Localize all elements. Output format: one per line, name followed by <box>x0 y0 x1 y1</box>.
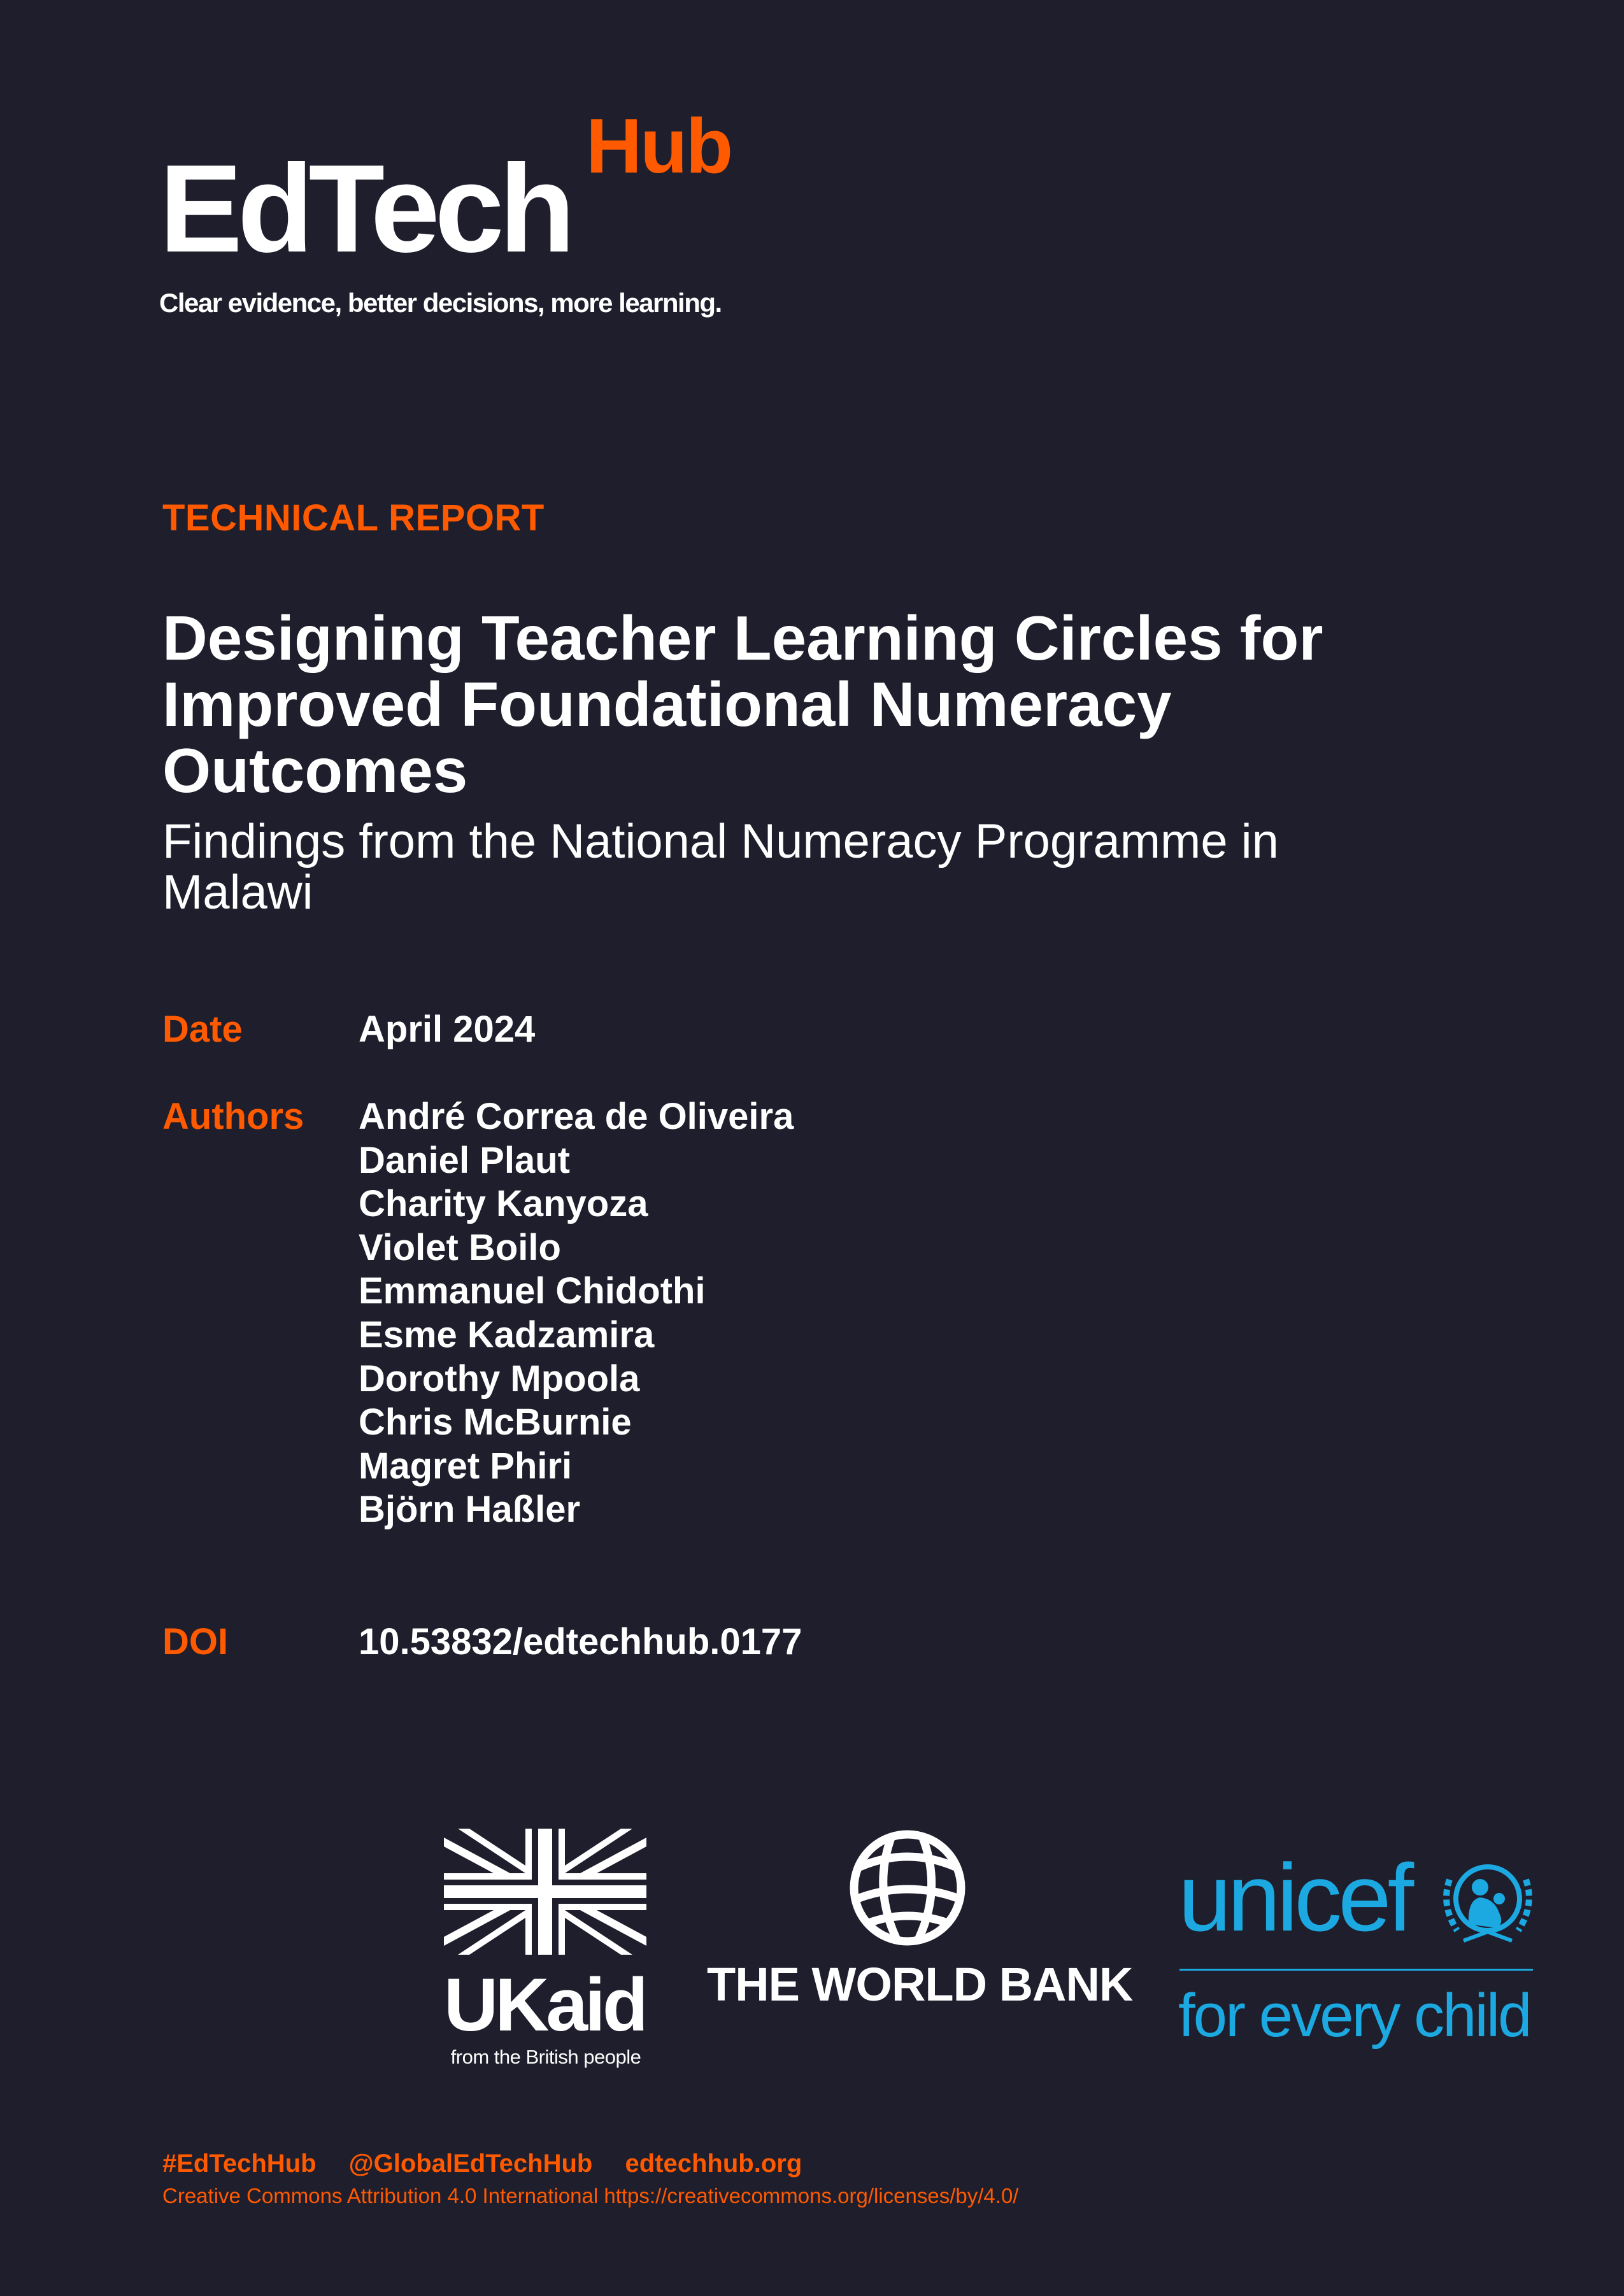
doi-label: DOI <box>162 1621 229 1662</box>
author-name: Charity Kanyoza <box>359 1183 648 1225</box>
world-bank-wordmark: THE WORLD BANK <box>707 1958 1133 2011</box>
union-jack-icon <box>444 1829 646 1955</box>
footer-link-website[interactable]: edtechhub.org <box>625 2150 802 2178</box>
date-value: April 2024 <box>359 1009 536 1050</box>
footer-links <box>162 2150 827 2178</box>
report-subtitle: Findings from the National Numeracy Programme in Malawi <box>162 814 1279 919</box>
author-name: Violet Boilo <box>359 1226 561 1268</box>
unicef-emblem-icon <box>1438 1854 1537 1950</box>
author-name: Daniel Plaut <box>359 1139 570 1181</box>
logo-tagline: Clear evidence, better decisions, more learning. <box>159 288 722 318</box>
author-name: Chris McBurnie <box>359 1401 632 1443</box>
footer-link-handle[interactable]: @GlobalEdTechHub <box>348 2150 593 2178</box>
date-label: Date <box>162 1009 243 1050</box>
report-type-label: TECHNICAL REPORT <box>162 497 545 539</box>
globe-icon <box>847 1827 968 1948</box>
license-text: Creative Commons Attribution 4.0 International https://creativecommons.org/licenses/by/4.0/ <box>162 2184 1019 2207</box>
author-name: Björn Haßler <box>359 1489 581 1531</box>
author-name: André Correa de Oliveira <box>359 1096 794 1137</box>
unicef-divider <box>1179 1969 1533 1971</box>
footer-link-hashtag[interactable]: #EdTechHub <box>162 2150 317 2178</box>
author-name: Emmanuel Chidothi <box>359 1270 706 1312</box>
author-name: Esme Kadzamira <box>359 1314 655 1356</box>
unicef-wordmark: unicef <box>1178 1844 1411 1951</box>
author-name: Magret Phiri <box>359 1445 573 1487</box>
ukaid-tagline: from the British people <box>450 2046 641 2068</box>
edtech-logo-hub: Hub <box>586 103 732 189</box>
report-title: Designing Teacher Learning Circles for Improved Foundational Numeracy Outcomes <box>162 603 1323 805</box>
edtech-logo-wordmark: EdTech <box>159 139 571 278</box>
doi-value[interactable]: 10.53832/edtechhub.0177 <box>359 1621 802 1662</box>
authors-list <box>359 1095 794 1532</box>
ukaid-wordmark: UKaid <box>444 1963 645 2047</box>
authors-label: Authors <box>162 1096 304 1137</box>
unicef-tagline: for every child <box>1178 1981 1530 2050</box>
author-name: Dorothy Mpoola <box>359 1357 640 1400</box>
